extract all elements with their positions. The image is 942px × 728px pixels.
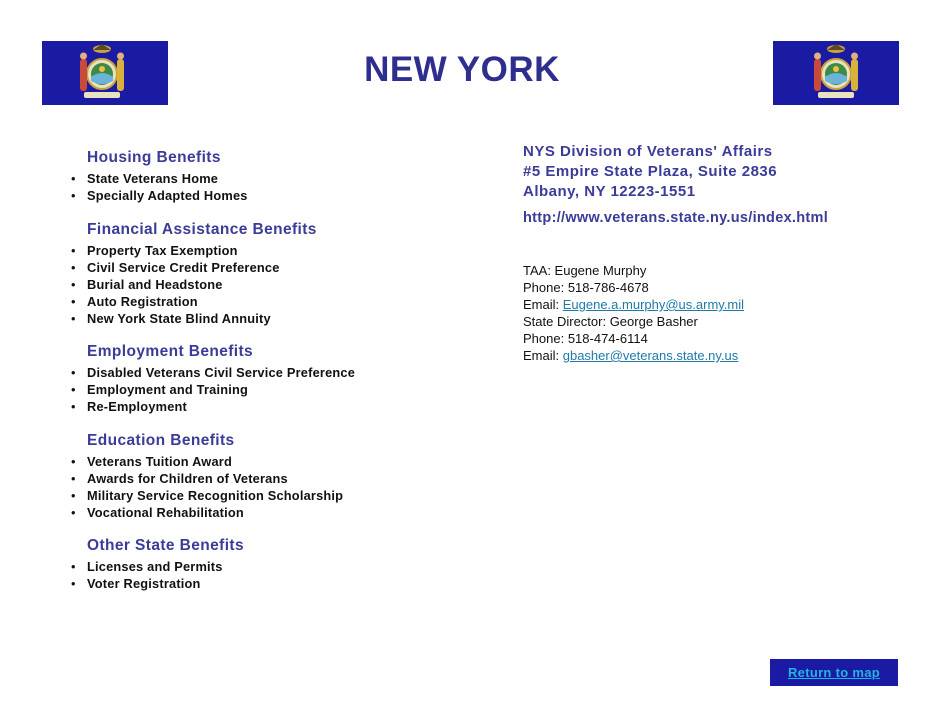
list-item: • Re-Employment <box>71 399 188 414</box>
director-phone: Phone: 518-474-6114 <box>523 331 648 346</box>
section-heading: Housing Benefits <box>87 149 221 166</box>
benefit-list <box>70 453 490 521</box>
list-item: • Vocational Rehabilitation <box>71 505 244 520</box>
section-heading: Education Benefits <box>87 432 235 449</box>
list-item: • Auto Registration <box>71 294 198 309</box>
list-item: • Specially Adapted Homes <box>71 188 248 203</box>
director-name: State Director: George Basher <box>523 314 698 329</box>
list-item: • Licenses and Permits <box>71 559 223 574</box>
list-item: • Civil Service Credit Preference <box>71 260 280 275</box>
section-heading: Employment Benefits <box>87 343 254 360</box>
list-item: • Military Service Recognition Scholarship <box>71 488 344 503</box>
list-item: • Awards for Children of Veterans <box>71 471 288 486</box>
list-item: • Voter Registration <box>71 576 201 591</box>
benefit-list <box>70 558 490 592</box>
benefit-list <box>70 242 490 327</box>
list-item: • Burial and Headstone <box>71 277 223 292</box>
benefit-section-housing <box>70 149 490 204</box>
taa-email-row: Email: Eugene.a.murphy@us.army.mil <box>523 297 745 312</box>
agency-address <box>523 142 777 202</box>
list-item: • State Veterans Home <box>71 171 219 186</box>
benefit-list <box>70 364 490 415</box>
benefit-section-employment <box>70 343 490 415</box>
agency-address-line2: Albany, NY 12223-1551 <box>523 183 696 200</box>
benefit-section-other <box>70 537 490 592</box>
contact-info <box>523 262 744 364</box>
list-item: • Employment and Training <box>71 382 249 397</box>
taa-name: TAA: Eugene Murphy <box>523 263 647 278</box>
page-title: NEW YORK <box>364 50 560 89</box>
return-to-map-button[interactable]: Return to map <box>770 659 898 686</box>
benefit-section-education <box>70 432 490 521</box>
taa-phone: Phone: 518-786-4678 <box>523 280 649 295</box>
list-item: • Property Tax Exemption <box>71 243 238 258</box>
benefit-list <box>70 170 490 204</box>
agency-website-link[interactable]: http://www.veterans.state.ny.us/index.html <box>523 210 829 226</box>
director-email-row: Email: gbasher@veterans.state.ny.us <box>523 348 739 363</box>
agency-address-line1: #5 Empire State Plaza, Suite 2836 <box>523 163 778 180</box>
agency-name: NYS Division of Veterans' Affairs <box>523 143 773 160</box>
benefit-section-financial <box>70 221 490 327</box>
section-heading: Financial Assistance Benefits <box>87 221 317 238</box>
list-item: • Disabled Veterans Civil Service Preference <box>71 365 356 380</box>
section-heading: Other State Benefits <box>87 537 245 554</box>
list-item: • Veterans Tuition Award <box>71 454 232 469</box>
list-item: • New York State Blind Annuity <box>71 311 271 326</box>
taa-email-link[interactable]: Eugene.a.murphy@us.army.mil <box>562 297 745 312</box>
director-email-link[interactable]: gbasher@veterans.state.ny.us <box>562 348 739 363</box>
